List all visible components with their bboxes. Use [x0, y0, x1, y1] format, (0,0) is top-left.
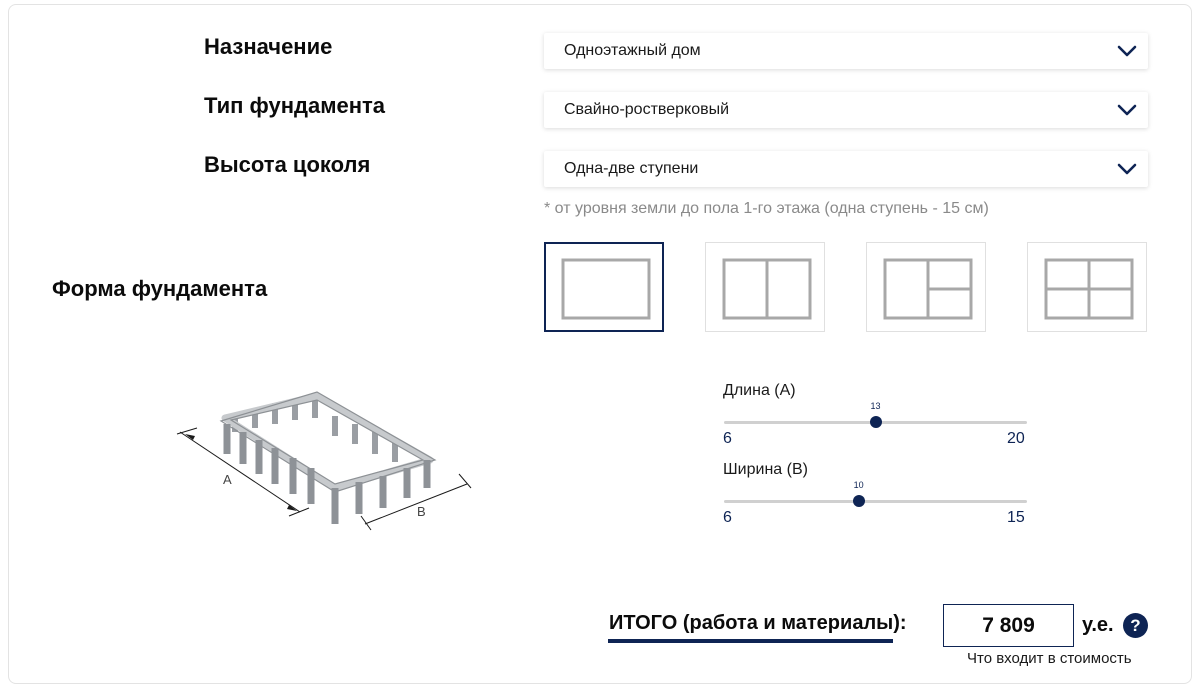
two-sections-shape-icon: [706, 243, 824, 331]
currency-unit: у.е.: [1082, 614, 1114, 636]
four-sections-shape-icon: [1028, 243, 1146, 331]
total-value: 7 809: [943, 604, 1074, 647]
length-min-label: 6: [723, 430, 732, 447]
rectangle-shape-icon: [546, 244, 662, 330]
width-max-label: 15: [1007, 509, 1025, 526]
purpose-select-value: Одноэтажный дом: [564, 42, 701, 59]
width-slider-track[interactable]: [724, 500, 1027, 503]
plinth-height-note: * от уровня земли до пола 1-го этажа (одна ступень - 15 см): [544, 200, 989, 217]
width-min-label: 6: [723, 509, 732, 526]
length-max-label: 20: [1007, 430, 1025, 447]
plinth-height-select[interactable]: [544, 151, 1148, 187]
three-sections-shape-icon: [867, 243, 985, 331]
foundation-type-select-value: Свайно-ростверковый: [564, 101, 730, 118]
foundation-illustration: [175, 388, 485, 538]
foundation-type-select[interactable]: [544, 92, 1148, 128]
purpose-select[interactable]: [544, 33, 1148, 69]
total-label: ИТОГО (работа и материалы):: [609, 612, 907, 634]
dimension-a-label: A: [223, 472, 232, 487]
plinth-height-select-value: Одна-две ступени: [564, 160, 699, 177]
length-slider-thumb[interactable]: [870, 416, 882, 428]
chevron-down-icon: [1116, 100, 1138, 120]
width-slider-value: 10: [853, 480, 864, 490]
length-slider-value: 13: [870, 401, 881, 411]
shape-option-rectangle[interactable]: [544, 242, 664, 332]
length-slider-label: Длина (А): [723, 382, 796, 399]
chevron-down-icon: [1116, 159, 1138, 179]
shape-option-four-sections[interactable]: [1027, 242, 1147, 332]
cost-includes-link[interactable]: Что входит в стоимость: [967, 650, 1132, 667]
question-icon[interactable]: ?: [1123, 613, 1148, 638]
shape-option-three-sections[interactable]: [866, 242, 986, 332]
foundation-type-label: Тип фундамента: [204, 93, 386, 118]
shape-option-two-sections[interactable]: [705, 242, 825, 332]
chevron-down-icon: [1116, 41, 1138, 61]
dimension-b-label: B: [417, 504, 426, 519]
total-underline: [608, 639, 893, 643]
width-slider-thumb[interactable]: [853, 495, 865, 507]
purpose-label: Назначение: [204, 34, 333, 59]
plinth-height-label: Высота цоколя: [204, 152, 371, 177]
foundation-shape-label: Форма фундамента: [52, 276, 268, 301]
width-slider-label: Ширина (В): [723, 461, 808, 478]
